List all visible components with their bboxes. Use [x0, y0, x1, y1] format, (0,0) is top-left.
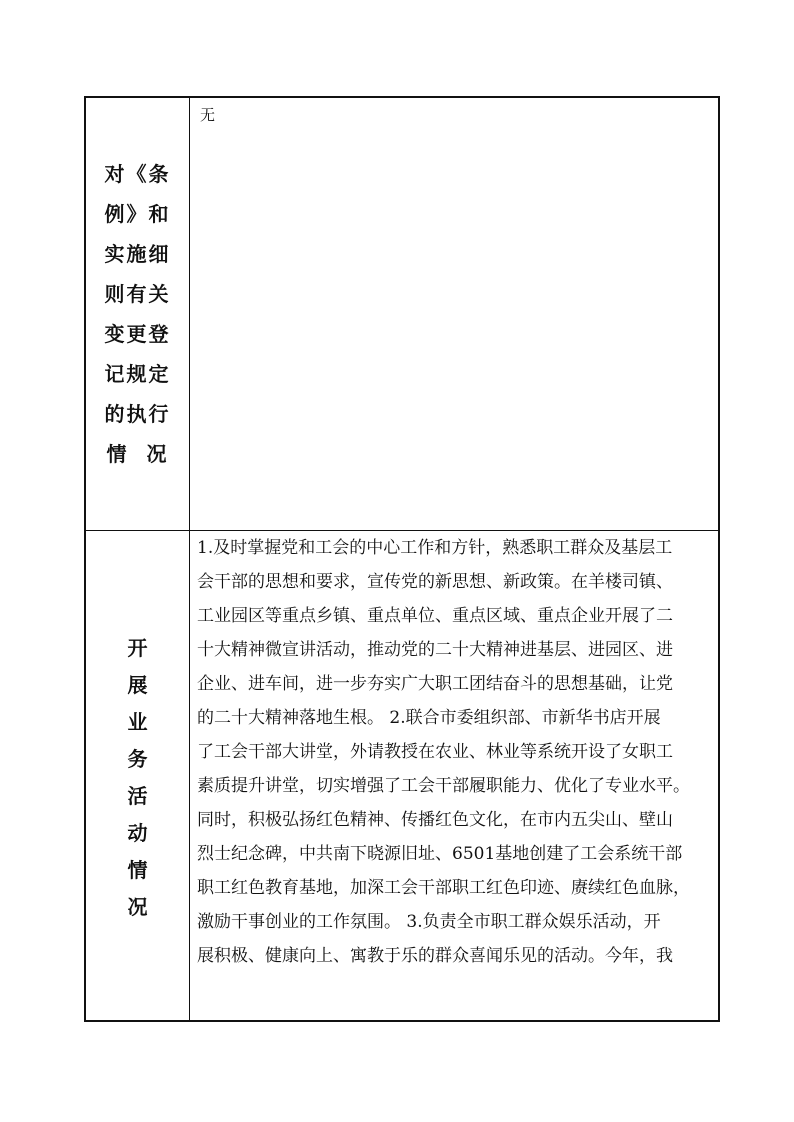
- label-char: 活: [127, 783, 148, 808]
- row-content-regulation-compliance: 无: [200, 106, 216, 124]
- label-char: 展: [127, 672, 148, 697]
- report-table: [84, 96, 720, 1022]
- content-line: 素质提升讲堂，切实增强了工会干部履职能力、优化了专业水平。: [197, 776, 690, 796]
- table-row-business-activities: [86, 531, 718, 1020]
- content-line: 展积极、健康向上、寓教于乐的群众喜闻乐见的活动。今年，我: [197, 946, 673, 966]
- column-divider: [189, 531, 190, 1020]
- label-line: 则有关: [104, 282, 171, 306]
- content-line: 企业、进车间，进一步夯实广大职工团结奋斗的思想基础，让党: [197, 674, 673, 694]
- label-line: 的执行: [104, 402, 171, 426]
- label-line: 情 况: [106, 442, 169, 466]
- column-divider: [189, 98, 190, 530]
- table-row-regulation-compliance: [86, 98, 718, 531]
- content-line: 了工会干部大讲堂，外请教授在农业、林业等系统开设了女职工: [197, 742, 673, 762]
- label-char: 开: [127, 635, 148, 660]
- row-label-regulation-compliance: [86, 98, 189, 530]
- row-label-business-activities: [86, 531, 189, 1022]
- content-line: 十大精神微宣讲活动，推动党的二十大精神进基层、进园区、进: [197, 640, 673, 660]
- row-content-business-activities: [197, 531, 717, 973]
- content-line: 1.及时掌握党和工会的中心工作和方针，熟悉职工群众及基层工: [197, 538, 673, 558]
- label-char: 情: [127, 857, 148, 882]
- label-char: 动: [127, 820, 148, 845]
- content-line: 烈士纪念碑，中共南下晓源旧址、6501基地创建了工会系统干部: [197, 844, 683, 864]
- content-line: 激励干事创业的工作氛围。 3.负责全市职工群众娱乐活动，开: [197, 912, 661, 932]
- label-char: 业: [127, 709, 148, 734]
- content-line: 职工红色教育基地，加深工会干部职工红色印迹、赓续红色血脉，: [197, 878, 690, 898]
- label-char: 况: [127, 894, 148, 919]
- label-line: 记规定: [104, 362, 171, 386]
- content-line: 会干部的思想和要求，宣传党的新思想、新政策。在羊楼司镇、: [197, 572, 673, 592]
- label-line: 实施细: [104, 242, 171, 266]
- label-line: 对《条: [104, 162, 171, 186]
- content-line: 工业园区等重点乡镇、重点单位、重点区域、重点企业开展了二: [197, 606, 673, 626]
- content-line: 同时，积极弘扬红色精神、传播红色文化，在市内五尖山、壁山: [197, 810, 673, 830]
- label-line: 例》和: [104, 202, 171, 226]
- label-char: 务: [127, 746, 148, 771]
- content-line: 的二十大精神落地生根。 2.联合市委组织部、市新华书店开展: [197, 708, 661, 728]
- label-line: 变更登: [104, 322, 171, 346]
